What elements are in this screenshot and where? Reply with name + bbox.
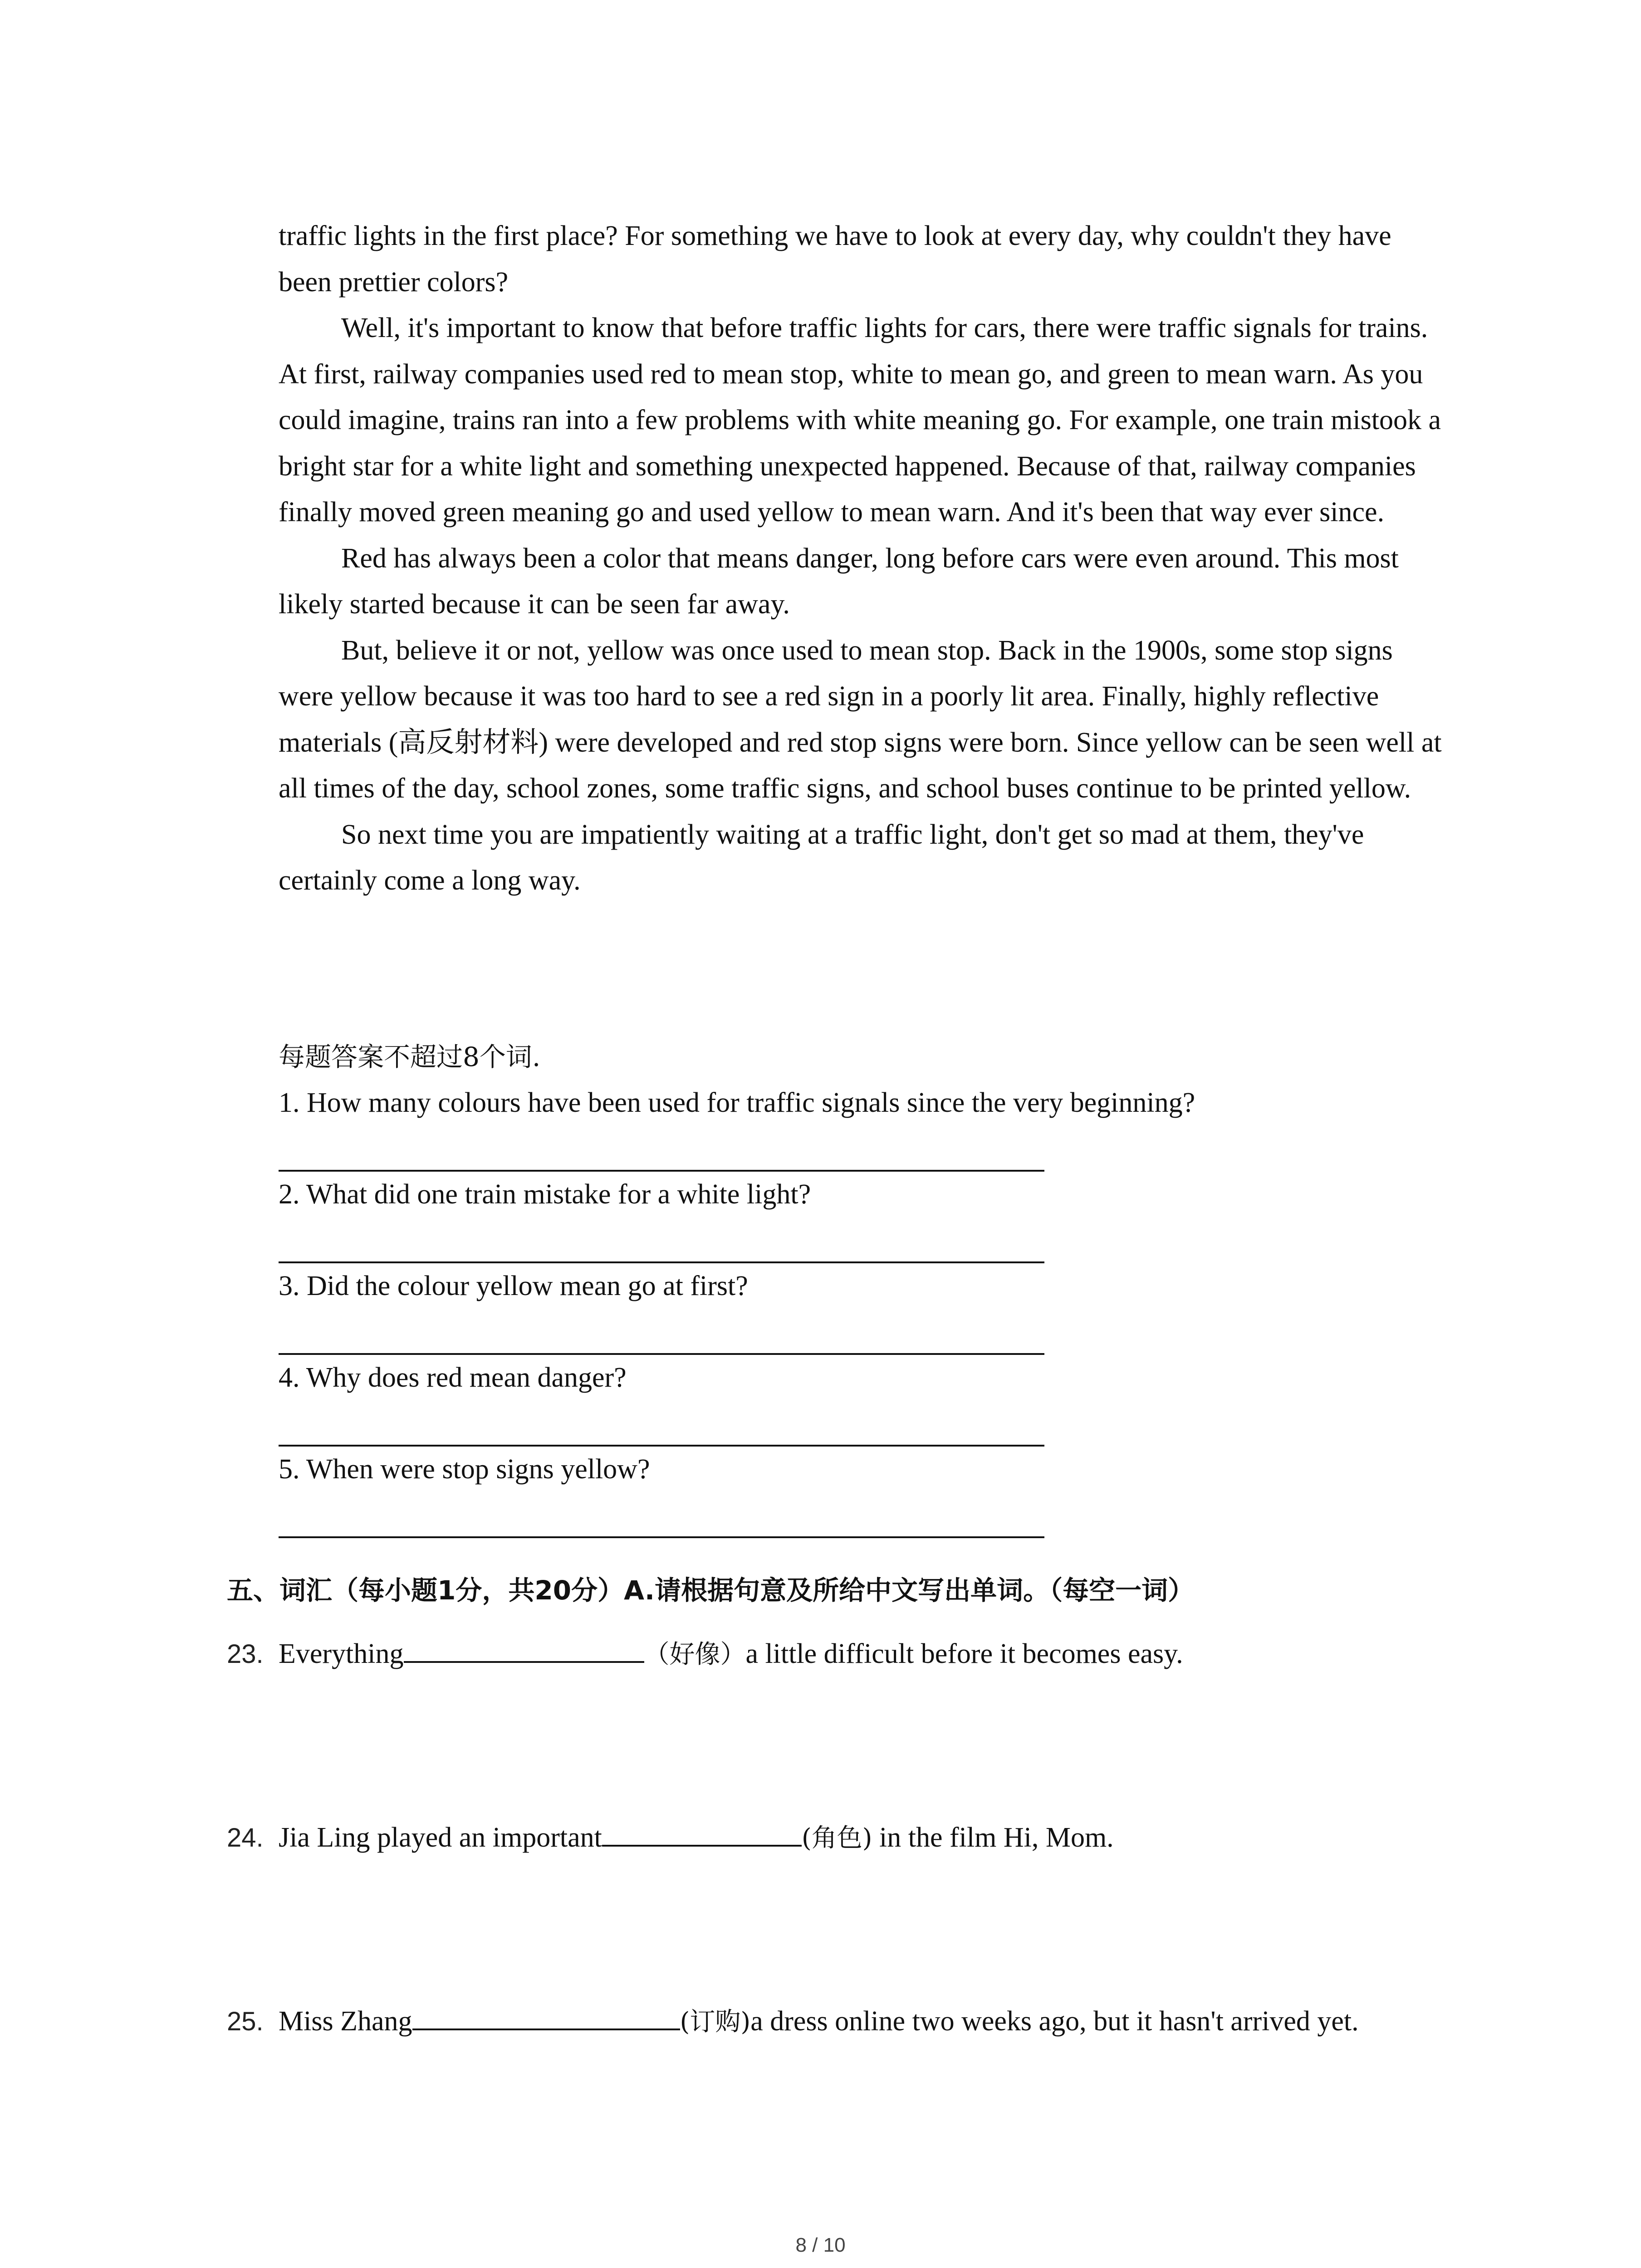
sentence-start: Jia Ling played an important xyxy=(279,1822,602,1853)
answer-line[interactable] xyxy=(279,1401,1044,1447)
section-heading: 五、词汇（每小题1分，共20分）A.请根据句意及所给中文写出单词。（每空一词） xyxy=(227,1575,1195,1606)
answer-line[interactable] xyxy=(279,1217,1044,1263)
chinese-hint: (订购) xyxy=(680,2007,751,2037)
passage-paragraph: Well, it's important to know that before traffic lights for cars, there were traffic signals for trains. At first, railway companies used red to mean stop, white to mean go, and green to mean warn. As you could imagine, trains ran into a few problems with white meaning go. For example, one train mistook a bright star for a white light and something unexpected happened. Because of that, railway companies finally moved green meaning go and used yellow to mean warn. And it's been that way ever since. xyxy=(279,313,1441,528)
fill-blank[interactable] xyxy=(602,1817,802,1847)
question-text: 1. How many colours have been used for traffic signals since the very beginning? xyxy=(279,1087,1195,1118)
vocab-item xyxy=(227,1633,1183,1675)
answer-line[interactable] xyxy=(279,1126,1044,1172)
question-text: 5. When were stop signs yellow? xyxy=(279,1454,650,1485)
comprehension-questions xyxy=(279,1034,1449,1538)
passage-paragraph: Red has always been a color that means danger, long before cars were even around. This most likely started because it can be seen far away. xyxy=(279,543,1399,620)
passage-paragraph: But, believe it or not, yellow was once used to mean stop. Back in the 1900s, some stop signs were yellow because it was too hard to see a red sign in a poorly lit area. Finally, highly reflective materials (高反射材料) were developed and red stop signs were born. Since yellow can be seen well at all times of the day, school zones, some traffic signs, and school buses continue to be printed yellow. xyxy=(279,635,1442,804)
sentence-start: Miss Zhang xyxy=(279,2006,412,2037)
vocab-item xyxy=(227,2000,1359,2043)
chinese-hint: （好像） xyxy=(644,1640,746,1669)
passage-paragraph: So next time you are impatiently waiting at a traffic light, don't get so mad at them, they've certainly come a long way. xyxy=(279,819,1364,896)
item-number: 23. xyxy=(227,1639,264,1669)
item-number: 24. xyxy=(227,1823,264,1853)
question-text: 3. Did the colour yellow mean go at first? xyxy=(279,1271,748,1301)
reading-passage xyxy=(279,213,1449,904)
questions-instruction: 每题答案不超过8个词. xyxy=(279,1041,541,1072)
fill-blank[interactable] xyxy=(404,1633,644,1663)
fill-blank[interactable] xyxy=(412,2000,680,2030)
answer-line[interactable] xyxy=(279,1492,1044,1538)
vocab-item xyxy=(227,1817,1114,1859)
question-text: 4. Why does red mean danger? xyxy=(279,1362,627,1393)
sentence-end: a little difficult before it becomes easy. xyxy=(745,1638,1183,1669)
page-number: 8 / 10 xyxy=(795,2234,846,2256)
passage-paragraph: traffic lights in the first place? For something we have to look at every day, why couldn't they have been prettier colors? xyxy=(279,220,1391,298)
sentence-end: a dress online two weeks ago, but it hasn't arrived yet. xyxy=(750,2006,1359,2037)
item-number: 25. xyxy=(227,2007,264,2036)
sentence-end: in the film Hi, Mom. xyxy=(872,1822,1114,1853)
sentence-start: Everything xyxy=(279,1638,404,1669)
answer-line[interactable] xyxy=(279,1309,1044,1355)
chinese-hint: (角色) xyxy=(801,1823,872,1853)
question-text: 2. What did one train mistake for a white light? xyxy=(279,1179,811,1210)
